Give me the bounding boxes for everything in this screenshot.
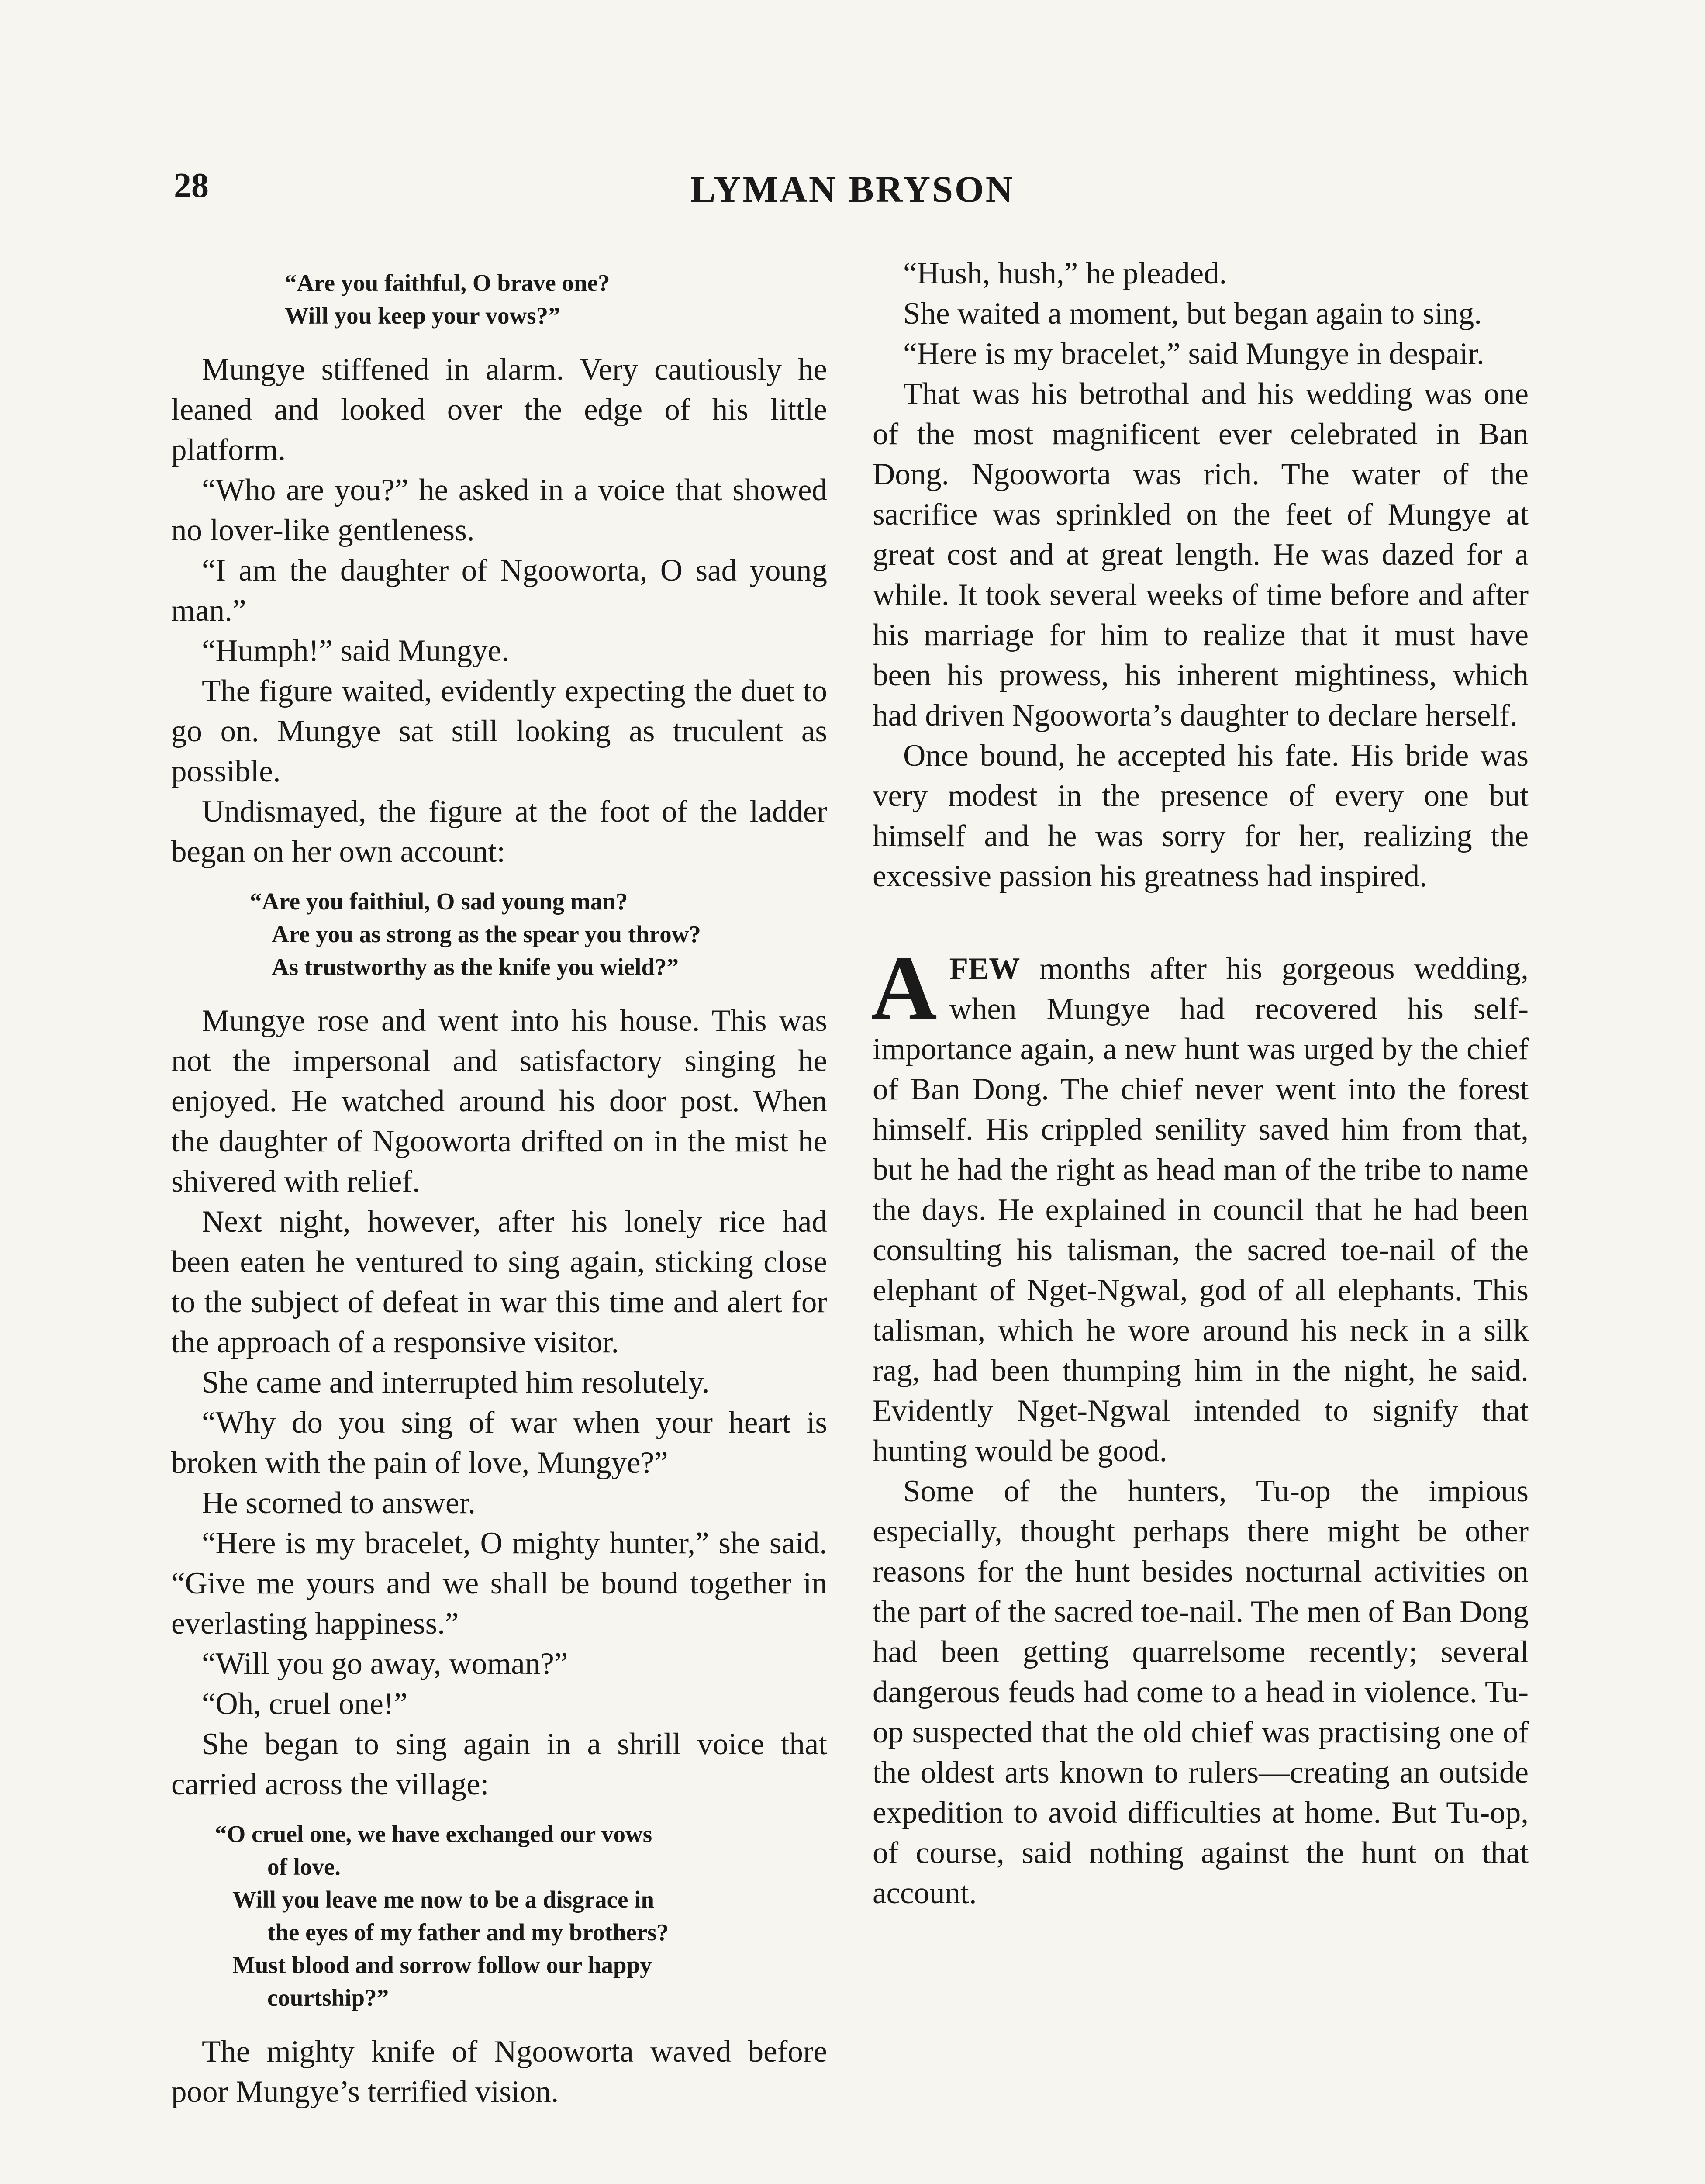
verse-line: Will you leave me now to be a disgrace in [232,1886,655,1913]
paragraph: The figure waited, evidently expecting the duet to go on. Mungye sat still looking as truculent as possible. [171,674,827,788]
paragraph: “Oh, cruel one!” [202,1687,408,1721]
paragraph: “I am the daughter of Ngooworta, O sad young man.” [171,553,827,628]
verse-line: Will you keep your vows?” [285,302,560,329]
paragraph: The mighty knife of Ngooworta waved before poor Mungye’s terrified vision. [171,2035,827,2109]
verse-line: “Are you faithful, O brave one? [285,270,610,296]
paragraph: “Here is my bracelet,” said Mungye in despair. [903,337,1484,371]
paragraph: She began to sing again in a shrill voice that carried across the village: [171,1727,827,1801]
section-break [873,896,1529,949]
verse-line: courtship?” [267,1984,389,2011]
page-number: 28 [174,166,209,205]
paragraph: “Why do you sing of war when your heart is broken with the pain of love, Mungye?” [171,1406,827,1480]
paragraph: She came and interrupted him resolutely. [202,1365,710,1400]
paragraph: Mungye stiffened in alarm. Very cautiously he leaned and looked over the edge of his little platform. [171,352,827,467]
verse-line: Must blood and sorrow follow our happy [232,1952,652,1978]
verse-block [171,885,827,983]
paragraph: “Here is my bracelet, O mighty hunter,” she said. “Give me yours and we shall be bound together in everlasting happiness.” [171,1526,827,1641]
verse-line: the eyes of my father and my brothers? [267,1919,669,1946]
verse-line: of love. [267,1853,341,1880]
paragraph: Mungye rose and went into his house. This was not the impersonal and satisfactory singing he enjoyed. He watched around his door post. When the daughter of Ngooworta drifted on in the mist he shivered with relief. [171,1004,827,1199]
paragraph: Next night, however, after his lonely rice had been eaten he ventured to sing again, sticking close to the subject of defeat in war this time and alert for the approach of a responsive visitor. [171,1205,827,1359]
dropcap-text: months after his gorgeous wedding, when Mungye had recovered his self-importance again, a new hunt was urged by the chief of Ban Dong. The chief never went into the forest himself. His crippled senility saved him from that, but he had the right as head man of the tribe to name the days. He explained in council that he had been consulting his talisman, the sacred toe-nail of the elephant of Nget-Ngwal, god of all elephants. This talisman, which he wore around his neck in a silk rag, had been thumping him in the night, he said. Evidently Nget-Ngwal intended to signify that hunting would be good. [873,952,1529,1468]
drop-cap: A [871,937,937,1039]
paragraph: “Humph!” said Mungye. [202,634,509,668]
dropcap-lead: FEW [949,952,1020,986]
left-column [171,253,827,2112]
verse-block [171,1818,827,2014]
paragraph: “Who are you?” he asked in a voice that showed no lover-like gentleness. [171,473,827,547]
paragraph: Undismayed, the figure at the foot of the ladder began on her own account: [171,795,827,869]
dropcap-paragraph [871,937,1529,1471]
running-head: LYMAN BRYSON [690,168,1015,210]
paragraph: He scorned to answer. [202,1486,476,1520]
paragraph: Some of the hunters, Tu-op the impious especially, thought perhaps there might be other reasons for the hunt besides nocturnal activities on the part of the sacred toe-nail. The men of Ban Dong had been getting quarrelsome recently; several dangerous feuds had come to a head in violence. Tu-op suspected that the old chief was practising one of the oldest arts known to rulers—creating an outside expedition to avoid difficulties at home. But Tu-op, of course, said nothing against the hunt on that account. [873,1474,1529,1910]
paragraph: “Hush, hush,” he pleaded. [903,256,1227,290]
paragraph: “Will you go away, woman?” [202,1647,568,1681]
paragraph: Once bound, he accepted his fate. His bride was very modest in the presence of every one but himself and he was sorry for her, realizing the excessive passion his greatness had inspired. [873,739,1529,893]
paragraph: She waited a moment, but began again to sing. [903,297,1482,331]
right-column [873,253,1529,1913]
verse-line: Are you as strong as the spear you throw? [272,921,701,947]
verse-block [171,266,827,332]
verse-line: “O cruel one, we have exchanged our vows [215,1821,652,1847]
verse-line: As trustworthy as the knife you wield?” [272,954,679,980]
verse-line: “Are you faithiul, O sad young man? [250,888,628,915]
paragraph: That was his betrothal and his wedding was one of the most magnificent ever celebrated in Ban Dong. Ngooworta was rich. The water of the sacrifice was sprinkled on the feet of Mungye at great cost and at great length. He was dazed for a while. It took several weeks of time before and after his marriage for him to realize that it must have been his prowess, his inherent mightiness, which had driven Ngooworta’s daughter to declare herself. [873,377,1529,733]
